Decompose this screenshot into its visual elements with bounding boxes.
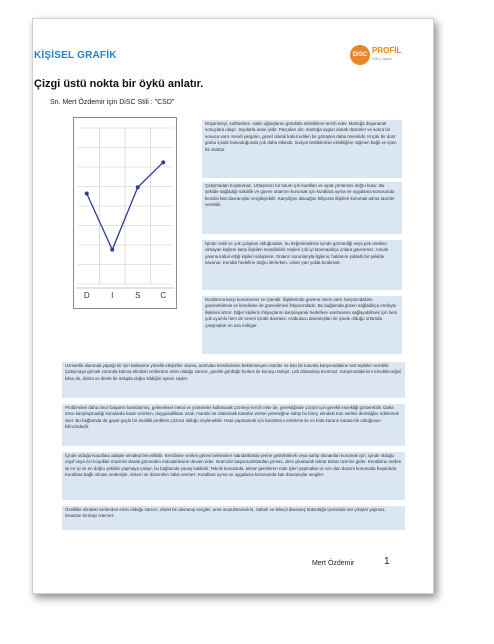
disc-point-c: [161, 160, 165, 164]
logo-text: [372, 47, 401, 63]
logo-main-text: PROFİL: [372, 46, 402, 55]
paragraph-1: Düşünmeyi, sohbetlere, sakin uğraşlarını gürültülü etkinliklere tercih eder. Mantığa dayanarak sonuçlara ulaşır. Sayılarla arası iyidir. Parçaları alır, mantığa uygun olarak düzenler ve sonra bir sonuca varır. Kendi yargıları, genel olarak kabul edilen bir görüşten daha önemlidir. Küçük bir dost grubu içinde bulunduğunda çok daha etkindir. Sosyal niteliklerinin eksikliğine rağmen bağlı ve içten bir dosttur.: [202, 120, 402, 178]
paragraph-6: Problemleri daha önce başarısı kanıtlanmış, geleneksel metot ve yöntemler kullanarak çözmeyi tercih etse de, gerektiğinde çözüm için gerekli esnekliği gösterebilir. Daha önce karşılaşmadığı konularda karar verirken, duygusallıktan uzak, mantıki ve sistematik kararlar verme yeteneğine sahip bu birey, elindeki tüm verileri derinliğine irdelemek ister. Bu bağlamda da gayet güçlü bir analitik problem çözücü olduğu söylenebilir. Hata yapmamak için kararlarını erteleme ile en kötü kararın karasızlık olduğunun bilincindedir.: [62, 404, 405, 446]
section-title: KİŞİSEL GRAFİK: [34, 50, 117, 61]
footer-name: Mert Özdemir: [312, 560, 355, 567]
disc-label-s: S: [135, 291, 141, 300]
disc-label-d: D: [83, 291, 90, 300]
disc-profil-logo: [350, 45, 401, 65]
disc-label-i: I: [111, 291, 114, 300]
disc-style-caption: Sn. Mert Özdemir için DiSC Stili : "CSD": [50, 99, 175, 106]
logo-badge: DiSC: [350, 45, 370, 65]
logo-sub-text: DiSC ölçek: [372, 56, 392, 61]
paragraph-4: Dostlarına karşı konuksever ve içtendir. İlişkilerinde güvene önem verir. karşısındakine güvenebilmek ve kendisine de güvenilmesi ihtiyacındadır. Bu bağlamda güven sağladıkça etrafıyla ilişkisini artırır. Diğer kişilerin ihtiyaçlarını karşılayarak hedeflere varılmasını sağlayabilmek için hem çok uyumlu hem de özveri içinde davranır. Arabulucu davranışları ile içinde olduğu ortamda çatışmaları en aza indirger.: [202, 296, 402, 354]
disc-chart: [73, 117, 177, 309]
disc-chart-svg: [74, 118, 176, 308]
paragraph-7: İçinde olduğu koşullara adapte olmakta becerikldir. Kendisine verilen görevi beklenilen standartlarda yerine getirebilmek veya sahip olunanları korumak için, içinde olduğu zayıf veya zor koşulları mazeret olarak görmeden mücadelesine devam eder. Israrcıdır başarısızlıklardan yılmaz, ders çıkartarak tekrar tekrar üzerine gider. Kendisine verilen işi en iyi ve en doğru şekilde yapmaya çalışır, bu bağlamda yavaş kalabilir. Teknik konularda, tekrar gerektiren rutin işleri yapmakta ve var olan düzeni korumada başarılıdır. Kurallara bağlı olması nedeniyle, sistem ve düzenden ödün vermez. Kurallara uyma ve uygulama konusunda katı davranışlar sergiler.: [62, 452, 405, 500]
paragraph-8: Özellikle elindeki verilerden emin olduğu sürece, direkt bir davranış sergiler, ama unutulmamalı ki, Sabırlı ve bilinçli davranış bütünlüğü içerisinde ani çıkışlar yapmaz, insanları kırmayı istemez.: [62, 506, 405, 530]
disc-point-s: [136, 185, 140, 189]
paragraph-2: Çatışmadan hoşlanmaz. Uzlaşmacı bir tutum için kuralları ve ispat yöntemini doğru bulur. Bu şekilde sağladığı sakinlik ve güven ortamını korumak için kurallara uyma ve uygulama konusunda kendisi katı davranışlar sergileyebilir. Karşılığını alacağını biliyorsa ilişkileri korumak adına tavizler verebilir.: [202, 182, 402, 234]
disc-point-i: [110, 248, 114, 252]
page-number: 1: [384, 556, 390, 567]
disc-point-d: [85, 192, 89, 196]
paragraph-3: İşinde ciddi ve çok çalışkan olduğundan, bu değerlendirme içinde görmediği veya pek üretken olmayan kişilere karşı ilişkileri mesafelidir. Kişileri çok iyi tanımadıkça onlara güvenmez. Ancak yanına kabul ettiği kişileri sahiplenir. Onların sorunlarıyla ilgilenir, haklarını şiddetli bir şekilde savunur. Kendisi hedefine doğru ilerlerken, onları yarı yolda bırakmaz.: [202, 240, 402, 290]
paragraph-5: Uzmanlık alanında yaptığı bir işin kalitesine yönelik eleştiriler olursa, ardından kendisinden beklenmeyen otoriter ve katı bir tutumla karşısındakine sert tepkiler verebilir. Çatışmaya girmek zorunda kalırsa elindeki verilerden emin olduğu sürece, gerekli gördüğü herkes ile konuyu tartışır. Lafı dolandırıp kıvırmaz. Karşısındakinin incinebileceğini bilse de, dobra ve direkt bir üslupla doğru bildiğini aynen söyler.: [62, 362, 405, 398]
disc-label-c: C: [160, 291, 167, 300]
page-subtitle: Çizgi üstü nokta bir öykü anlatır.: [34, 78, 204, 90]
